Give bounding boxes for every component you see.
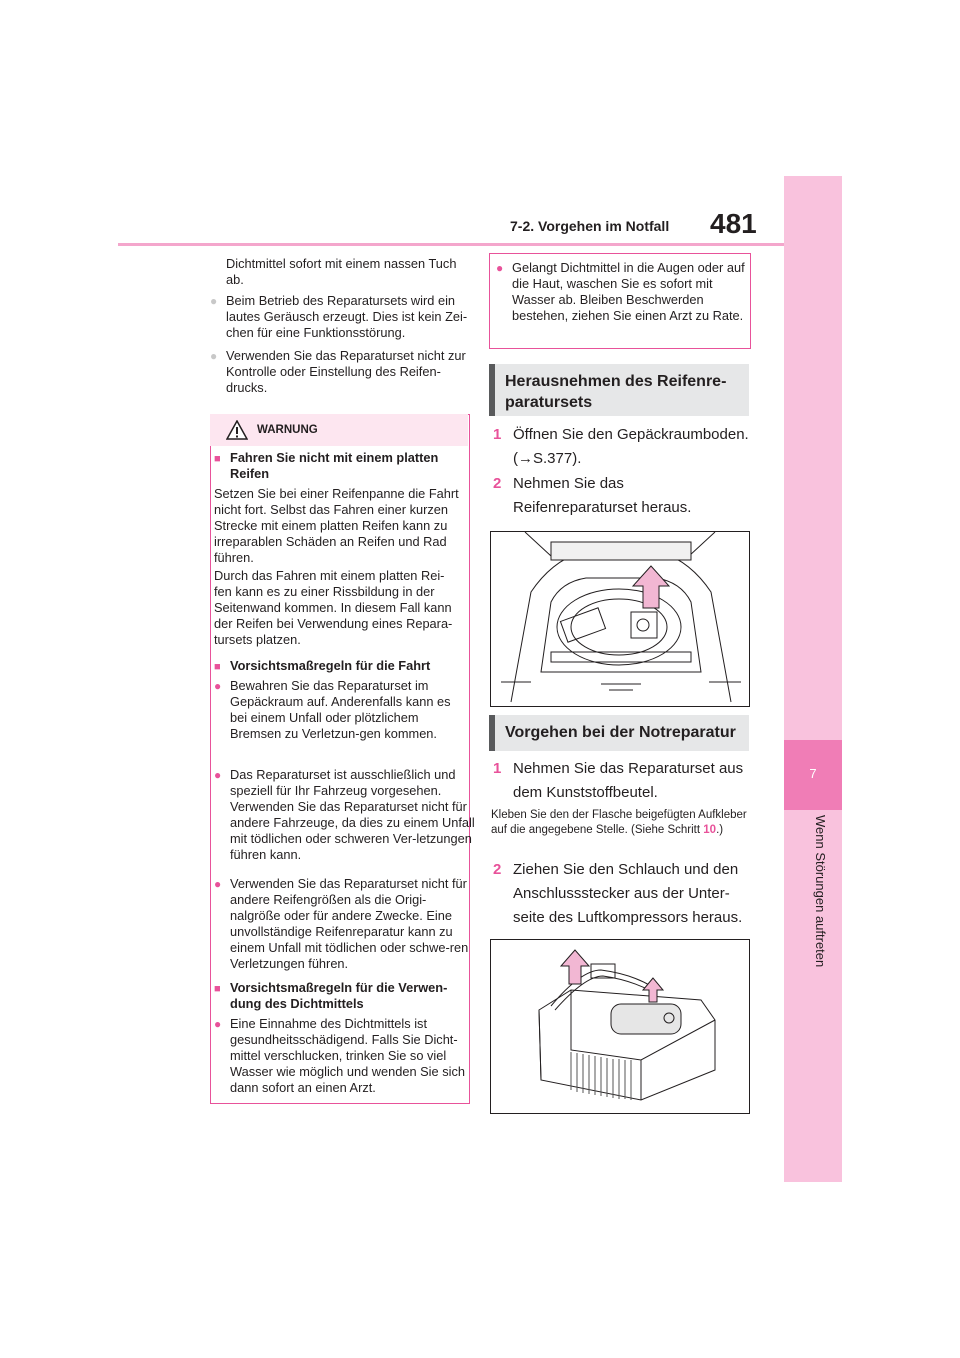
step-number: 1 — [493, 760, 502, 777]
section-heading — [489, 364, 749, 416]
chapter-title: Wenn Störungen auftreten — [813, 815, 828, 968]
luggage-compartment-illustration — [490, 531, 750, 707]
trunk-repair-kit-drawing — [491, 532, 749, 706]
bullet-icon: ● — [214, 877, 222, 891]
compressor-hose-drawing — [491, 940, 749, 1113]
square-bullet-icon: ■ — [214, 453, 221, 465]
compressor-illustration — [490, 939, 750, 1114]
warning-header — [210, 414, 468, 446]
list-item: ● Eine Einnahme des Dichtmittels ist gesundheitsschädigend. Falls Sie Dicht-mittel verschlucken, trinken Sie so viel Wasser wie möglich und wenden Sie sich dann sofort an einen Arzt. — [214, 1016, 465, 1095]
section-heading-text: Vorgehen bei der Notreparatur — [505, 724, 736, 741]
warning-heading: ■ Vorsichtsmaßregeln für die Fahrt — [214, 658, 431, 673]
list-item: ● Verwenden Sie das Reparaturset nicht für andere Reifengrößen als die Origi-nalgröße oder für andere Zwecke. Eine unvollständige Reifenreparatur kann zu einem Unfall mit tödlichen oder schwe-ren Verletzungen führen. — [214, 876, 469, 971]
step-item: 2 Nehmen Sie das Reifenreparaturset heraus. — [493, 472, 749, 520]
bullet-icon: ● — [210, 349, 218, 363]
step-item: 1 Öffnen Sie den Gepäckraumboden. (→S.377). — [493, 423, 749, 471]
square-bullet-icon: ■ — [214, 983, 221, 995]
list-item: ● Bewahren Sie das Reparaturset im Gepäckraum auf. Anderenfalls kann es bei einem Unfall oder plötzlichem Bremsen zu Verletzun-gen kommen. — [214, 678, 451, 741]
list-item: ● Gelangt Dichtmittel in die Augen oder auf die Haut, waschen Sie es sofort mit Wasser ab. Bleiben Beschwerden bestehen, ziehen Sie einen Arzt zu Rate. — [496, 260, 745, 323]
step-reference: 10 — [703, 823, 717, 836]
section-title: 7-2. Vorgehen im Notfall — [510, 218, 670, 234]
section-heading — [489, 715, 749, 751]
warning-paragraph: Durch das Fahren mit einem platten Rei-fen kann es zu einer Rissbildung in der Seitenwand kommen. In diesem Fall kann der Reifen bei Verwendung eines Repara-tursets platzen. — [214, 568, 453, 647]
page-number: 481 — [710, 208, 757, 239]
step-item: 1 Nehmen Sie das Reparaturset aus dem Kunststoffbeutel. — [493, 757, 749, 805]
intro-text: Dichtmittel sofort mit einem nassen Tuch ab. — [226, 256, 457, 287]
square-bullet-icon: ■ — [214, 661, 221, 673]
header-rule — [118, 243, 784, 246]
note-text: Kleben Sie den der Flasche beigefügten Aufkleber auf die angegebene Stelle. (Siehe Schritt 10.) — [491, 809, 747, 836]
chapter-number: 7 — [809, 766, 817, 781]
list-item: ● Verwenden Sie das Reparaturset nicht zur Kontrolle oder Einstellung des Reifen-drucks. — [210, 348, 466, 395]
bullet-icon: ● — [214, 768, 222, 782]
step-number: 1 — [493, 426, 502, 443]
step-number: 2 — [493, 475, 502, 492]
warning-label: WARNUNG — [257, 424, 318, 436]
list-item: ● Beim Betrieb des Reparatursets wird ein lautes Geräusch erzeugt. Dies ist kein Zei-chen für eine Funktionsstörung. — [210, 293, 468, 340]
bullet-icon: ● — [214, 679, 222, 693]
bullet-icon: ● — [214, 1017, 222, 1031]
warning-heading: ■ Vorsichtsmaßregeln für die Verwen-dung des Dichtmittels — [214, 980, 448, 1011]
warning-heading: ■ Fahren Sie nicht mit einem platten Reifen — [214, 450, 439, 481]
warning-triangle-icon — [226, 420, 248, 440]
section-heading-text: Herausnehmen des Reifenre-paratursets — [505, 373, 727, 411]
warning-paragraph: Setzen Sie bei einer Reifenpanne die Fahrt nicht fort. Selbst das Fahren einer kurzen Strecke mit einem platten Reifen kann zu irreparablen Schäden an Reifen und Rad führen. — [214, 486, 459, 565]
step-number: 2 — [493, 861, 502, 878]
step-item: 2 Ziehen Sie den Schlauch und den Anschlussstecker aus der Unter-seite des Luftkompressors heraus. — [493, 858, 749, 930]
bullet-icon: ● — [210, 294, 218, 308]
chapter-side-tab — [784, 176, 842, 1182]
list-item: ● Das Reparaturset ist ausschließlich und speziell für Ihr Fahrzeug vorgesehen. Verwenden Sie das Reparaturset nicht für andere Fahrzeuge, da dies zu einem Unfall mit tödlichen oder schweren Ver-letzungen führen kann. — [214, 767, 475, 862]
bullet-icon: ● — [496, 261, 504, 275]
